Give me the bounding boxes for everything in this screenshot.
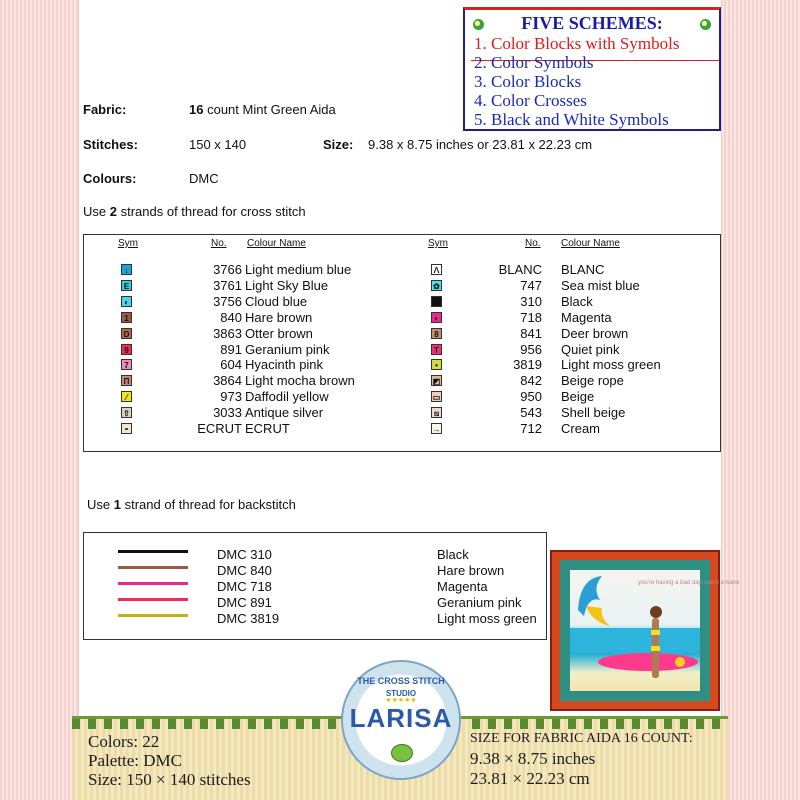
thread-number: 718 [520, 309, 542, 325]
colour-name: Beige rope [561, 373, 624, 389]
colour-name: Shell beige [561, 405, 626, 421]
thread-number: 604 [220, 357, 242, 373]
cross-instruction-post: strands of thread for cross stitch [120, 204, 306, 219]
table-row [84, 342, 720, 358]
color-symbol-icon: 8 [431, 328, 442, 339]
studio-logo [341, 660, 461, 780]
bikini-bottom [651, 646, 660, 651]
schemes-title: FIVE SCHEMES: [521, 13, 663, 33]
thread-number: 3864 [213, 373, 242, 389]
color-symbol-icon: ᐱ [431, 264, 442, 275]
thread-number: 3756 [213, 293, 242, 309]
surfer-illustration [570, 570, 740, 691]
table-row [84, 389, 720, 405]
color-symbol-icon: E [121, 280, 132, 291]
header-name-right: Colour Name [561, 238, 620, 249]
colour-name: Cream [561, 421, 601, 436]
backstitch-colour-name: Hare brown [437, 563, 505, 578]
stars-icon: ★★★★★ [385, 697, 417, 704]
fabric-value [189, 102, 336, 117]
backstitch-instruction-pre: Use [87, 497, 111, 512]
colour-name: Light medium blue [245, 262, 352, 277]
color-symbol-icon: 7 [121, 359, 132, 370]
frog-icon [391, 744, 413, 762]
scheme-item-5[interactable]: 5. Black and White Symbols [474, 110, 669, 129]
banner-size: Size: 150 × 140 stitches [88, 770, 251, 789]
banner-fabric-title: SIZE FOR FABRIC AIDA 16 COUNT: [470, 731, 693, 746]
backstitch-instruction-post: strand of thread for backstitch [124, 497, 296, 512]
pattern-preview-image [570, 570, 740, 691]
scheme-item-2[interactable]: 2. Color Symbols [474, 53, 594, 72]
backstitch-strand-count: 1 [113, 497, 121, 512]
backstitch-dmc: DMC 891 [217, 595, 272, 610]
thread-number: 747 [520, 277, 542, 293]
backstitch-colour-name: Black [437, 547, 469, 562]
colour-name: Hyacinth pink [245, 357, 324, 373]
backstitch-dmc: DMC 840 [217, 563, 272, 578]
size-value: 9.38 x 8.75 inches or 23.81 x 22.23 cm [368, 137, 593, 152]
backstitch-line-swatch [118, 582, 188, 585]
thread-number: 3863 [213, 325, 242, 341]
colour-name: Magenta [561, 309, 612, 325]
board-flower [675, 657, 685, 667]
table-row [84, 294, 720, 310]
thread-number: 840 [220, 309, 242, 325]
backstitch-dmc: DMC 718 [217, 579, 272, 594]
colour-name: Deer brown [561, 325, 629, 341]
thread-number: 712 [520, 421, 542, 436]
colours-label: Colours: [83, 171, 137, 186]
cross-strand-count: 2 [109, 204, 117, 219]
table-row [84, 326, 720, 342]
colour-name: Daffodil yellow [245, 389, 329, 405]
thread-number: 841 [520, 325, 542, 341]
stitches-value: 150 x 140 [189, 137, 247, 152]
color-symbol-icon: ◐ [431, 312, 442, 323]
surfer-head [650, 606, 662, 618]
backstitch-line-swatch [118, 614, 188, 617]
colour-name: Cloud blue [245, 293, 308, 309]
thread-number: 3766 [213, 262, 242, 277]
fabric-description: count Mint Green Aida [207, 102, 336, 117]
thread-number: 543 [520, 405, 542, 421]
pattern-preview-frame [550, 550, 740, 711]
thread-number: 842 [520, 373, 542, 389]
colour-name: Light moss green [561, 357, 661, 373]
color-symbol-icon: 9 [121, 344, 132, 355]
colour-name: Geranium pink [245, 341, 330, 357]
color-symbol-icon: • [431, 359, 442, 370]
thread-table [83, 234, 721, 452]
thread-number: ECRUT [197, 421, 242, 436]
header-sym-right: Sym [428, 238, 448, 249]
yellow-board [586, 606, 610, 626]
table-row [84, 278, 720, 294]
fabric-count: 16 [189, 102, 204, 117]
scheme-item-1[interactable]: 1. Color Blocks with Symbols [474, 34, 680, 53]
vine-decoration [72, 719, 342, 729]
colour-name: Light mocha brown [245, 373, 355, 389]
colour-name: Black [561, 293, 593, 309]
backstitch-line-swatch [118, 598, 188, 601]
vine-decoration [472, 719, 728, 729]
fabric-label: Fabric: [83, 102, 127, 117]
backstitch-colour-name: Geranium pink [437, 595, 522, 610]
color-symbol-icon: 1 [121, 312, 132, 323]
table-row [84, 373, 720, 389]
table-row [84, 310, 720, 326]
color-symbol-icon: ◐ [121, 296, 132, 307]
thread-number: BLANC [498, 262, 542, 277]
stitches-label: Stitches: [83, 137, 138, 152]
preview-text: you're having a bad day, catch a wave [638, 580, 740, 586]
color-symbol-icon: П [121, 375, 132, 386]
banner-palette: Palette: DMC [88, 751, 182, 770]
size-label: Size: [323, 137, 354, 152]
logo-studio-text: STUDIO [385, 689, 417, 698]
cross-stitch-instruction [83, 204, 306, 219]
color-symbol-icon: ▭ [432, 393, 441, 403]
color-symbol-icon: ↓ [121, 264, 132, 275]
backstitch-instruction [87, 497, 296, 512]
backstitch-dmc: DMC 3819 [217, 611, 280, 626]
thread-number: 956 [520, 341, 542, 357]
schemes-box [463, 7, 721, 131]
sea-band [570, 628, 700, 648]
backstitch-line-swatch [118, 566, 188, 569]
preview-mat [560, 560, 740, 701]
color-symbol-icon: ◩ [432, 377, 441, 387]
colour-name: Beige [561, 389, 595, 405]
table-row [84, 405, 720, 421]
header-no-left: No. [211, 238, 227, 249]
backstitch-colour-name: Magenta [437, 579, 488, 594]
colour-name: Quiet pink [561, 341, 620, 357]
table-row [84, 421, 720, 437]
thread-number: 973 [220, 389, 242, 405]
thread-number: 891 [220, 341, 242, 357]
backstitch-line-swatch [118, 550, 188, 553]
header-no-right: No. [525, 238, 541, 249]
bikini-top [651, 630, 660, 635]
backstitch-table [83, 532, 547, 640]
backstitch-colour-name: Light moss green [437, 611, 537, 626]
color-symbol-icon: ⁄ [121, 391, 132, 402]
colour-name: Antique silver [245, 405, 324, 421]
colour-name: Otter brown [245, 325, 313, 341]
banner-inches: 9.38 × 8.75 inches [470, 749, 596, 768]
scheme-item-3[interactable]: 3. Color Blocks [474, 72, 582, 91]
header-name-left: Colour Name [247, 238, 306, 249]
colour-name: ECRUT [245, 421, 290, 436]
cross-instruction-pre: Use [83, 204, 107, 219]
colours-value: DMC [189, 171, 219, 186]
thread-number: 3819 [513, 357, 542, 373]
logo-top-text: THE CROSS STITCH [357, 676, 445, 686]
backstitch-dmc: DMC 310 [217, 547, 272, 562]
color-symbol-icon: ⇧ [121, 407, 132, 418]
thread-number: 3761 [213, 277, 242, 293]
color-symbol-icon: ◓ [121, 423, 132, 434]
color-symbol-icon: D [121, 328, 132, 339]
colour-name: Light Sky Blue [245, 277, 329, 293]
thread-number: 310 [520, 293, 542, 309]
colour-name: Hare brown [245, 309, 313, 325]
color-symbol-icon [431, 296, 442, 307]
scheme-item-4[interactable]: 4. Color Crosses [474, 91, 587, 110]
thread-number: 3033 [213, 405, 242, 421]
thread-number: 950 [520, 389, 542, 405]
banner-cm: 23.81 × 22.23 cm [470, 769, 590, 788]
color-symbol-icon: T [431, 344, 442, 355]
logo-name: LARISA [349, 703, 453, 733]
header-sym-left: Sym [118, 238, 138, 249]
color-symbol-icon: ✿ [431, 280, 442, 291]
table-row [84, 262, 720, 278]
table-row [84, 357, 720, 373]
color-symbol-icon: ⧅ [431, 407, 442, 418]
colour-name: BLANC [561, 262, 605, 277]
color-symbol-icon: → [432, 425, 441, 434]
banner-colors: Colors: 22 [88, 732, 160, 751]
colour-name: Sea mist blue [561, 277, 640, 293]
